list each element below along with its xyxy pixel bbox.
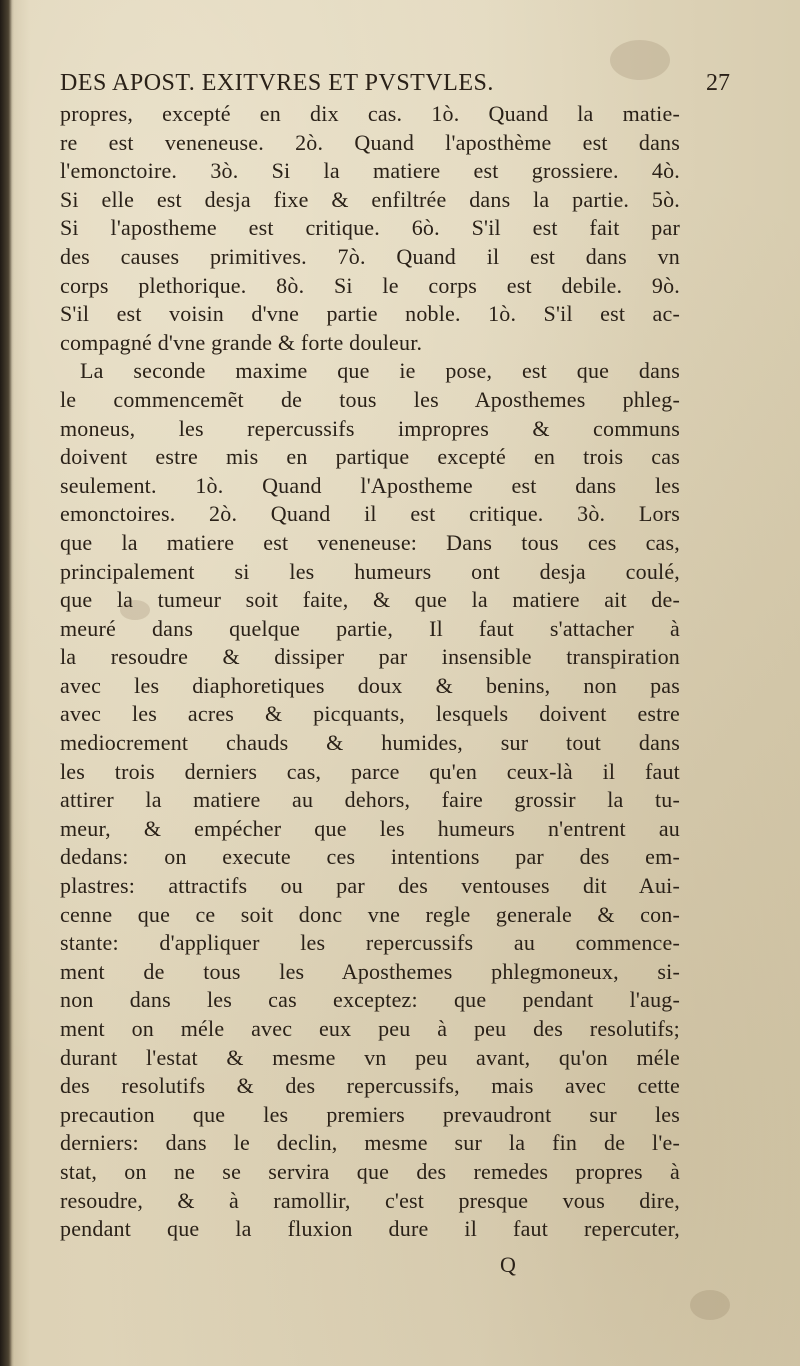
text-line: pendant que la fluxion dure il faut repercuter, (60, 1216, 680, 1242)
text-line: que la tumeur soit faite, & que la matiere ait de- (60, 587, 680, 613)
text-line: mediocrement chauds & humides, sur tout dans (60, 730, 680, 756)
page-number: 27 (706, 70, 730, 96)
text-line: la resoudre & dissiper par insensible transpiration (60, 644, 680, 670)
text-line: La seconde maxime que ie pose, est que dans (80, 358, 680, 384)
text-line: stante: d'appliquer les repercussifs au commence- (60, 930, 680, 956)
text-line: des resolutifs & des repercussifs, mais avec cette (60, 1073, 680, 1099)
text-line: ment de tous les Aposthemes phlegmoneux, si- (60, 958, 680, 984)
text-line: cenne que ce soit donc vne regle generale & con- (60, 901, 680, 927)
text-line: des causes primitives. 7ò. Quand il est dans vn (60, 243, 680, 269)
paper-stain (690, 1290, 730, 1320)
running-title: DES APOST. EXITVRES ET PVSTVLES. (60, 70, 494, 96)
text-line: le commencemẽt de tous les Aposthemes phleg- (60, 386, 680, 412)
text-line: propres, excepté en dix cas. 1ò. Quand la matie- (60, 101, 680, 126)
text-line: meur, & empécher que les humeurs n'entrent au (60, 815, 680, 841)
book-spine-shadow (0, 0, 12, 1366)
body-text (40, 100, 680, 1244)
text-line: corps plethorique. 8ò. Si le corps est debile. 9ò. (60, 272, 680, 298)
text-line: doivent estre mis en partique excepté en trois cas (60, 444, 680, 470)
text-line: dedans: on execute ces intentions par des em- (60, 844, 680, 870)
text-line: re est veneneuse. 2ò. Quand l'aposthème est dans (60, 129, 680, 155)
text-line: precaution que les premiers prevaudront sur les (60, 1101, 680, 1127)
catchword: Q (500, 1252, 516, 1277)
text-line: avec les acres & picquants, lesquels doivent estre (60, 701, 680, 727)
text-line: stat, on ne se servira que des remedes propres à (60, 1158, 680, 1184)
text-line: S'il est voisin d'vne partie noble. 1ò. S'il est ac- (60, 301, 680, 327)
text-line: compagné d'vne grande & forte douleur. (60, 329, 423, 355)
text-line: les trois derniers cas, parce qu'en ceux-là il faut (60, 758, 680, 784)
text-line: meuré dans quelque partie, Il faut s'attacher à (60, 615, 680, 641)
text-line: seulement. 1ò. Quand l'Apostheme est dans les (60, 472, 680, 498)
text-line: emonctoires. 2ò. Quand il est critique. 3ò. Lors (60, 501, 680, 527)
text-line: derniers: dans le declin, mesme sur la fin de l'e- (60, 1130, 680, 1156)
text-line: attirer la matiere au dehors, faire grossir la tu- (60, 787, 680, 813)
text-line: avec les diaphoretiques doux & benins, non pas (60, 672, 680, 698)
text-line: moneus, les repercussifs impropres & communs (60, 415, 680, 441)
text-line: l'emonctoire. 3ò. Si la matiere est grossiere. 4ò. (60, 158, 680, 184)
text-line: Si l'apostheme est critique. 6ò. S'il est fait par (60, 215, 680, 241)
text-line: Si elle est desja fixe & enfiltrée dans la partie. 5ò. (60, 186, 680, 212)
text-line: principalement si les humeurs ont desja coulé, (60, 558, 680, 584)
text-line: durant l'estat & mesme vn peu avant, qu'on méle (60, 1044, 680, 1070)
text-line: que la matiere est veneneuse: Dans tous ces cas, (60, 529, 680, 555)
text-line: plastres: attractifs ou par des ventouses dit Aui- (60, 873, 680, 899)
text-line: ment on méle avec eux peu à peu des resolutifs; (60, 1016, 680, 1041)
text-line: non dans les cas exceptez: que pendant l'aug- (60, 987, 680, 1013)
text-line: resoudre, & à ramollir, c'est presque vous dire, (60, 1187, 680, 1213)
